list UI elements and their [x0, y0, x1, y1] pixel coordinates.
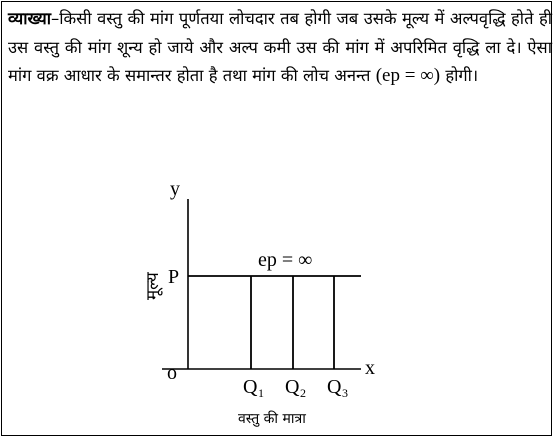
- q3-tick-label: [327, 376, 348, 400]
- q3-main: Q: [327, 376, 342, 398]
- x-axis-label: x: [365, 357, 375, 379]
- content-frame: [1, 1, 552, 436]
- x-axis-caption: वस्तु की मात्रा: [238, 411, 306, 427]
- demand-curve-diagram: [2, 2, 553, 437]
- q2-main: Q: [285, 376, 300, 398]
- q2-sub: 2: [300, 386, 306, 400]
- q1-sub: 1: [258, 386, 264, 400]
- price-label: P: [168, 266, 180, 288]
- q2-tick-label: [285, 376, 306, 400]
- q3-sub: 3: [342, 386, 348, 400]
- elasticity-formula: (ep = ∞): [375, 65, 441, 86]
- q1-main: Q: [243, 376, 258, 398]
- curve-label: ep = ∞: [258, 249, 313, 271]
- price-axis-side-label: मूल्य: [143, 272, 163, 300]
- body-text-1: किसी वस्तु की मांग पूर्णतया लोचदार तब होगी जब उसके मूल्य में अल्पवृद्धि होते ही उस वस्तु की मांग शून्य हो जाये और अल्प कमी उस की मांग में अपरिमित वृद्धि ला दे। ऐसा मांग वक्र आधार के समान्तर होता है तथा मांग की लोच अनन्त: [8, 9, 552, 85]
- heading-label: व्याख्या: [8, 9, 51, 28]
- body-text-2: होगी।: [440, 66, 479, 85]
- origin-label: o: [167, 362, 177, 384]
- heading-dash: –: [50, 9, 60, 28]
- y-axis-label: y: [170, 178, 180, 200]
- q1-tick-label: [243, 376, 264, 400]
